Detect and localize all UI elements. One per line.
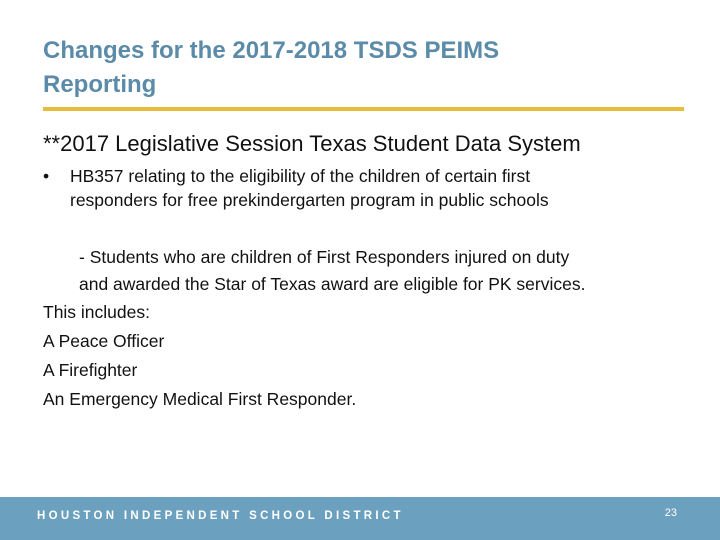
list-item-peace-officer: A Peace Officer bbox=[43, 331, 165, 351]
slide-title-line-1: Changes for the 2017-2018 TSDS PEIMS bbox=[43, 37, 500, 64]
bullet-text-line-1: HB357 relating to the eligibility of the children of certain first bbox=[70, 166, 531, 186]
slide-title bbox=[43, 34, 663, 102]
detail-line-2: and awarded the Star of Texas award are eligible for PK services. bbox=[79, 274, 586, 294]
footer-bar bbox=[0, 497, 720, 540]
list-item-firefighter: A Firefighter bbox=[43, 360, 138, 380]
includes-label: This includes: bbox=[43, 302, 150, 322]
detail-line-1: - Students who are children of First Responders injured on duty bbox=[79, 247, 570, 267]
page-number: 23 bbox=[664, 507, 677, 519]
district-name: HOUSTON INDEPENDENT SCHOOL DISTRICT bbox=[37, 510, 404, 522]
bullet-text bbox=[43, 164, 663, 212]
slide-title-line-2: Reporting bbox=[43, 71, 157, 98]
title-divider bbox=[43, 107, 684, 111]
bullet-dot: • bbox=[43, 166, 50, 186]
body-text bbox=[43, 244, 683, 414]
bullet-item bbox=[43, 164, 663, 212]
section-heading: **2017 Legislative Session Texas Student Data System bbox=[43, 131, 581, 156]
bullet-text-line-2: responders for free prekindergarten program in public schools bbox=[70, 190, 549, 210]
list-item-emergency-medical: An Emergency Medical First Responder. bbox=[43, 389, 357, 409]
